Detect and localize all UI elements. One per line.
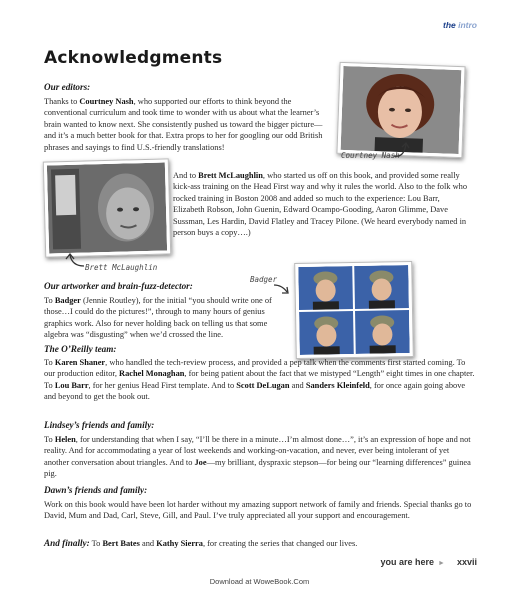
running-header bbox=[443, 20, 477, 30]
name-joe: Joe bbox=[194, 457, 207, 467]
name-courtney: Courtney Nash bbox=[79, 97, 134, 106]
text: And to bbox=[173, 171, 199, 180]
triangle-right-icon: ► bbox=[438, 560, 445, 567]
page-number: xxvii bbox=[456, 557, 477, 567]
text: , who started us off on this book, and provided some really kick-ass training on the Head First way and why it rules the world. Also to the folk who rocked training in Boston 2008 and added so much to the experience: Lou Barr, Elizabeth Robson, John Guenin, Edward Ocampo-Gooding, Aaron Glimme, Dave Sussman, Les Hardin, David Flatley and Tracey Pilone. (We heard everybody named in person buys a copy….) bbox=[173, 171, 468, 238]
text: , for her genius Head First template. And to bbox=[88, 380, 237, 390]
name-badger: Badger bbox=[54, 296, 81, 305]
name-sanders: Sanders Kleinfeld bbox=[305, 380, 370, 390]
name-scott: Scott DeLugan bbox=[236, 380, 290, 390]
lindsey-paragraph bbox=[44, 434, 476, 480]
text: , for creating the series that changed our lives. bbox=[202, 539, 358, 548]
lindsey-heading: Lindsey’s friends and family: bbox=[44, 420, 155, 430]
editors-paragraph-courtney bbox=[44, 96, 334, 153]
running-header-book: the bbox=[442, 20, 456, 30]
text: and bbox=[139, 539, 157, 548]
text: , for once again going above and beyond to get the book out. bbox=[44, 380, 466, 402]
courtney-caption: Courtney Nash bbox=[341, 151, 400, 160]
courtney-arrow-icon bbox=[392, 140, 412, 160]
name-lou: Lou Barr bbox=[54, 380, 89, 390]
download-credit: Download at WoweBook.Com bbox=[209, 577, 310, 586]
text: To bbox=[89, 539, 103, 548]
editors-heading: Our editors: bbox=[44, 82, 91, 92]
badger-photo-grid bbox=[294, 261, 414, 359]
text: To bbox=[44, 296, 55, 305]
text: , who supported our efforts to think beyond the conventional curriculum and took time to wonder with us about what the learner’s brain wanted to know next. She consistently pushed us toward the bigger picture—and it’s a much better book for that. Extra props to her for googling our odd British phrases and sayings to find U.S.-friendly translations! bbox=[44, 97, 323, 152]
oreilly-heading: The O’Reilly team: bbox=[44, 344, 117, 354]
running-header-section: intro bbox=[458, 20, 477, 30]
name-karen: Karen Shaner bbox=[54, 358, 106, 367]
badger-portrait-image bbox=[298, 265, 410, 355]
badger-caption: Badger bbox=[250, 275, 278, 284]
you-are-here-label: you are here bbox=[380, 557, 435, 567]
oreilly-paragraph bbox=[44, 357, 476, 403]
text: To bbox=[44, 358, 55, 367]
text: To bbox=[44, 435, 55, 444]
text: , for understanding that when I say, “I’ll be there in a minute…I’m almost done…”, it’s an expression of hope and not reality. And for accommodating a year of lost weekends and working-on-vacation, and never, ever being intolerant of yet another conversation about triangles. And to bbox=[44, 435, 471, 467]
text: (Jennie Routley), for the initial “you should write one of those…I could do the pictures!”, through to many hours of genius graphics work. Also for never holding back on telling us that some algebra was “disgusting” when we’d crossed the line. bbox=[44, 296, 272, 340]
brett-photo bbox=[43, 158, 171, 257]
page-footer bbox=[381, 557, 478, 567]
editors-paragraph-brett bbox=[173, 170, 473, 238]
name-kathy: Kathy Sierra bbox=[156, 539, 203, 548]
name-rachel: Rachel Monaghan bbox=[119, 369, 185, 379]
brett-caption: Brett McLaughlin bbox=[85, 263, 158, 272]
text: , who handled the tech-review process, and provided a pep talk when the comments first started coming. To our production editor, bbox=[44, 358, 466, 379]
artworker-heading: Our artworker and brain-fuzz-detector: bbox=[44, 281, 193, 291]
brett-arrow-icon bbox=[64, 252, 86, 270]
badger-arrow-icon bbox=[272, 282, 292, 296]
name-bert: Bert Bates bbox=[102, 539, 140, 548]
finally-heading: And finally: bbox=[44, 538, 90, 548]
dawn-heading: Dawn’s friends and family: bbox=[44, 485, 148, 495]
text: , for being patient about the fact that we mistyped “Length” eight times in one chapter. To bbox=[44, 369, 475, 390]
page-title: Acknowledgments bbox=[44, 48, 223, 68]
text: —my brilliant, dyspraxic stepson—for being our “learning differences” guinea pig. bbox=[44, 457, 471, 479]
name-brett: Brett McLaughlin bbox=[198, 171, 263, 180]
text: and bbox=[289, 380, 306, 390]
brett-portrait-image bbox=[47, 162, 167, 253]
artworker-paragraph bbox=[44, 295, 276, 341]
text: Thanks to bbox=[44, 97, 80, 106]
dawn-paragraph: Work on this book would have been lot harder without my amazing support network of family and friends. Special thanks go to David, Mum and Dad, Carl, Steve, Gill, and Paul. I’ve truly appreciated all your support and encouragement. bbox=[44, 500, 472, 521]
name-helen: Helen bbox=[54, 435, 76, 444]
finally-paragraph bbox=[44, 538, 476, 549]
